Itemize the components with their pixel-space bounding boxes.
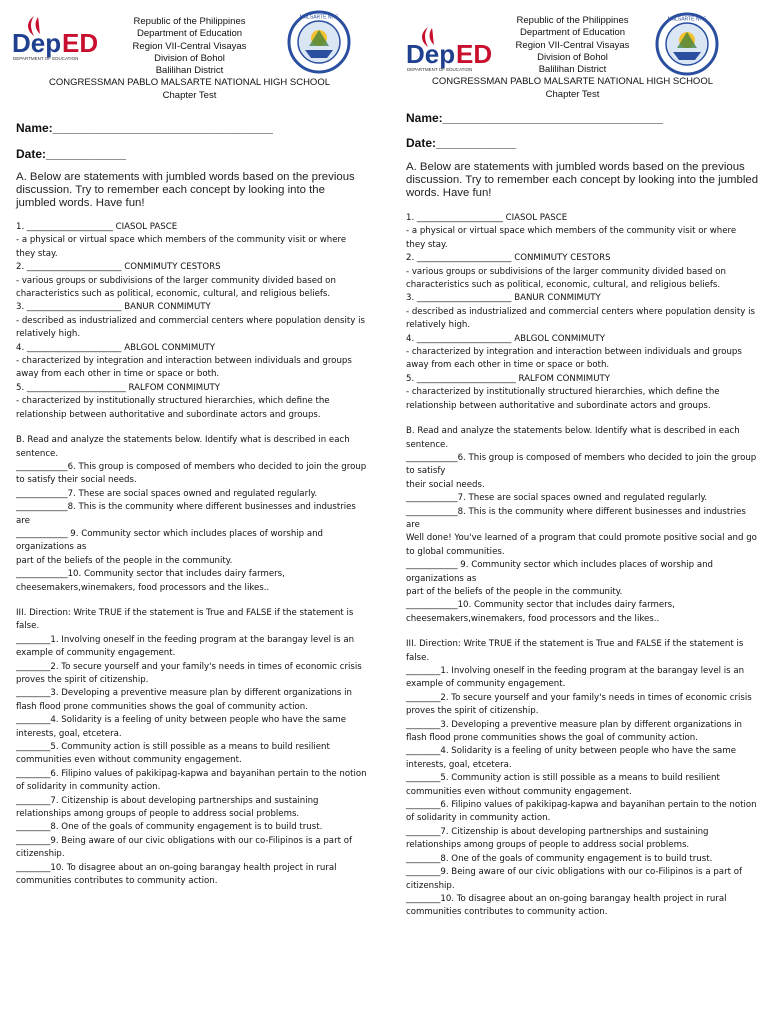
part-a-item: 3. ______________________ BANUR CONMIMUTY [406,293,601,304]
part-a-definition: - various groups or subdivisions of the larger community divided based on characteristics such as political, economic, cultural, and religious beliefs. [16,275,336,300]
logo-subtext: DEPARTMENT OF EDUCATION [407,67,473,72]
part-c-item: ________9. Being aware of our civic obligations with our co-Filipinos is a part of citizenship. [406,867,742,891]
test-body [16,221,368,889]
part-b-item: ____________ 9. Community sector which includes places of worship and organizations as [16,528,324,553]
part-a-definition: - various groups or subdivisions of the larger community divided based on characteristics such as political, economic, cultural, and religious beliefs. [406,266,726,291]
part-b-instructions: B. Read and analyze the statements below. Identify what is described in each sentence. [406,426,740,450]
part-a-definition: - described as industrialized and commercial centers where population density is relatively high. [406,306,755,331]
part-a-definition: - described as industrialized and commercial centers where population density is relatively high. [16,315,365,340]
part-a-item: 4. ______________________ ABLGOL CONMIMUTY [16,342,216,353]
part-a-definition: - characterized by institutionally structured hierarchies, which define the relationship between authoritative and subordinate actors and groups. [16,396,330,420]
sheet-header [12,0,384,209]
part-a-definition: - characterized by integration and interaction between individuals and groups away from each other in time or space or both. [406,347,742,371]
part-b-item: part of the beliefs of the people in the community. [406,586,623,597]
school-name: CONGRESSMAN PABLO MALSARTE NATIONAL HIGH SCHOOL [431,76,713,88]
part-c-item: ________5. Community action is still possible as a means to build resilient communities even without community engagement. [406,773,720,797]
header-line: Division of Bohol [154,52,225,64]
part-c-item: ________9. Being aware of our civic obligations with our co-Filipinos is a part of citizenship. [16,835,352,860]
header-line: Department of Education [136,28,243,40]
part-c-item: ________3. Developing a preventive measure plan by different organizations in flash flood prone communities shows the goal of community action. [16,688,352,712]
test-body [406,212,758,920]
svg-text:Dep: Dep [12,28,62,58]
header-line: Department of Education [519,27,626,39]
test-sheet-left [12,0,384,887]
part-c-item: ________5. Community action is still possible as a means to build resilient communities even without community engagement. [16,742,330,766]
header-line: Republic of the Philippines [516,15,629,26]
test-title: Chapter Test [162,89,217,101]
part-a-item: 1. ____________________ CIASOL PASCE [16,222,178,232]
part-b-item: ____________8. This is the community where different businesses and industries are [406,506,746,530]
part-b-note: Well done! You've learned of a program that could promote positive social and go to global communities. [406,533,757,557]
header-line: Balilihan District [538,64,607,76]
part-c-item: ________4. Solidarity is a feeling of unity between people who have the same interests, goal, etcetera. [16,715,346,739]
school-name: CONGRESSMAN PABLO MALSARTE NATIONAL HIGH SCHOOL [48,77,330,89]
part-b-item: ____________10. Community sector that includes dairy farmers, cheesemakers,winemakers, food processors and the likes.. [406,600,675,624]
part-c-instructions: III. Direction: Write TRUE if the statement is True and FALSE if the statement is false. [406,639,744,663]
svg-text:MALSARTE NHS: MALSARTE NHS [299,14,339,21]
part-c-item: ________3. Developing a preventive measure plan by different organizations in flash flood prone communities shows the goal of community action. [406,719,742,744]
part-b-item: ____________6. This group is composed of members who decided to join the group to satisfy [406,452,757,477]
part-c-item: ________2. To secure yourself and your family's needs in times of economic crisis proves the spirit of citizenship. [16,661,362,685]
part-c-item: ________4. Solidarity is a feeling of unity between people who have the same interests, goal, etcetera. [406,746,736,770]
part-b-item: ____________8. This is the community where different businesses and industries are [16,502,356,526]
test-sheet-right [400,0,768,918]
part-b-item: part of the beliefs of the people in the community. [16,555,233,566]
part-b-item: ____________10. Community sector that includes dairy farmers, cheesemakers,winemakers, food processors and the likes.. [16,569,285,593]
part-b-item: their social needs. [406,479,485,490]
header-line: Republic of the Philippines [133,16,246,27]
part-c-item: ________10. To disagree about an on-going barangay health project in rural communities contributes to community action. [16,862,337,887]
part-c-item: ________7. Citizenship is about developing partnerships and sustaining relationships among groups of people to address social problems. [406,826,709,851]
sheet-header [400,0,768,199]
part-c-item: ________10. To disagree about an on-going barangay health project in rural communities contributes to community action. [406,893,727,918]
test-title: Chapter Test [545,88,600,100]
part-a-item: 5. _______________________ RALFOM CONMIMUTY [406,373,610,384]
header-line: Region VII-Central Visayas [132,40,247,52]
part-c-item: ________8. One of the goals of community engagement is to build trust. [16,822,323,833]
date-field[interactable]: Date:____________ [406,136,517,150]
date-field[interactable]: Date:____________ [16,147,127,161]
part-c-item: ________8. One of the goals of community engagement is to build trust. [406,853,713,864]
part-a-definition: - a physical or virtual space which members of the community visit or where they stay. [406,226,737,250]
part-a-item: 2. ______________________ CONMIMUTY CESTORS [16,262,221,273]
part-a-instructions: A. Below are statements with jumbled words based on the previous discussion. Try to remember each concept by looking into the jumbled words. Have fun! [406,161,759,199]
part-c-item: ________1. Involving oneself in the feeding program at the barangay level is an example of community engagement. [406,666,745,690]
header-text [400,15,745,101]
part-c-item: ________1. Involving oneself in the feeding program at the barangay level is an example of community engagement. [16,634,355,659]
svg-text:Dep: Dep [406,39,456,69]
svg-text:ED: ED [456,39,493,69]
part-a-definition: - a physical or virtual space which members of the community visit or where they stay. [16,235,347,259]
part-b-item: ____________ 9. Community sector which includes places of worship and organizations as [406,560,714,584]
header-line: Region VII-Central Visayas [515,39,630,51]
header-line: Division of Bohol [537,51,608,63]
header-line: Balilihan District [155,65,224,77]
name-field[interactable]: Name:_________________________________ [16,121,273,135]
part-b-instructions: B. Read and analyze the statements below. Identify what is described in each sentence. [16,435,350,459]
part-a-item: 2. ______________________ CONMIMUTY CESTORS [406,253,611,264]
svg-text:ED: ED [62,28,99,58]
part-a-item: 1. ____________________ CIASOL PASCE [406,213,568,223]
part-a-definition: - characterized by integration and interaction between individuals and groups away from each other in time or space or both. [16,356,352,380]
svg-text:MALSARTE NHS: MALSARTE NHS [667,16,707,23]
part-a-item: 3. ______________________ BANUR CONMIMUTY [16,302,211,313]
part-c-instructions: III. Direction: Write TRUE if the statement is True and FALSE if the statement is false. [16,607,354,632]
part-c-item: ________7. Citizenship is about developing partnerships and sustaining relationships among groups of people to address social problems. [16,795,319,820]
part-c-item: ________2. To secure yourself and your family's needs in times of economic crisis proves the spirit of citizenship. [406,692,752,717]
logo-subtext: DEPARTMENT OF EDUCATION [13,56,79,61]
part-b-item: ____________6. This group is composed of members who decided to join the group to satisfy their social needs. [16,461,367,486]
part-a-item: 4. ______________________ ABLGOL CONMIMUTY [406,333,606,344]
part-a-instructions: A. Below are statements with jumbled words based on the previous discussion. Try to remember each concept by looking into the jumbled words. Have fun! [16,171,355,209]
part-b-item: ____________7. These are social spaces owned and regulated regularly. [406,493,708,504]
name-field[interactable]: Name:_________________________________ [406,111,663,125]
part-c-item: ________6. Filipino values of pakikipag-kapwa and bayanihan pertain to the notion of solidarity in community action. [16,768,367,793]
part-b-item: ____________7. These are social spaces owned and regulated regularly. [16,488,318,499]
header-text [12,16,367,102]
part-c-item: ________6. Filipino values of pakikipag-kapwa and bayanihan pertain to the notion of solidarity in community action. [406,800,757,824]
part-a-item: 5. _______________________ RALFOM CONMIMUTY [16,382,220,393]
part-a-definition: - characterized by institutionally structured hierarchies, which define the relationship between authoritative and subordinate actors and groups. [406,387,720,411]
